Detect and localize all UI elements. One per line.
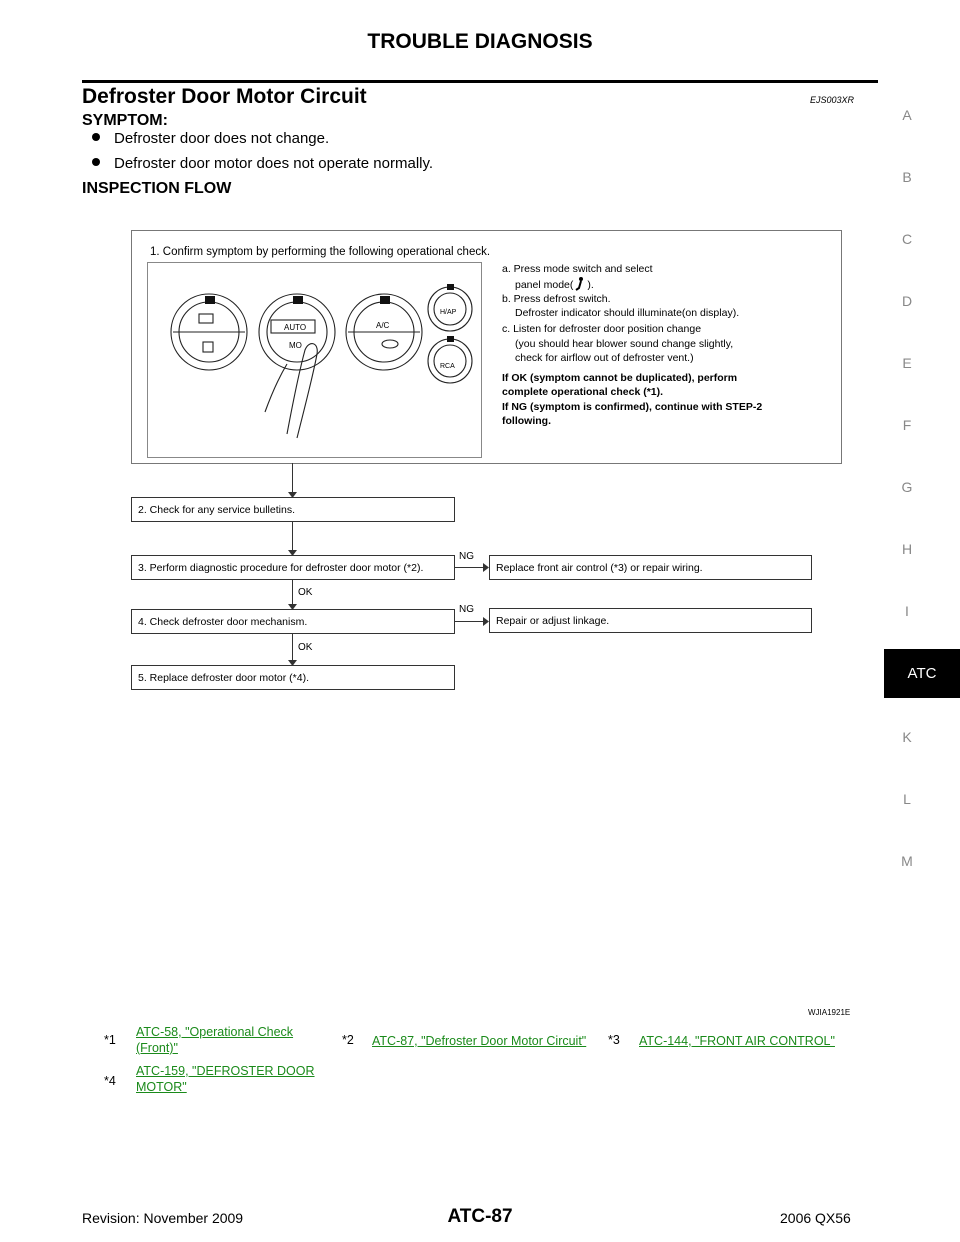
footnote-link[interactable]: ATC-58, "Operational Check (Front)" [136,1025,294,1055]
page-header-title: TROUBLE DIAGNOSIS [367,30,593,53]
step3-box: 3. Perform diagnostic procedure for defroster door motor (*2). [131,555,455,580]
check-a-line1: a. Press mode switch and select [502,263,653,275]
symptom-heading: SYMPTOM: [82,112,168,129]
check-c-line3: check for airflow out of defroster vent.) [515,352,694,364]
step2-box: 2. Check for any service bulletins. [131,497,455,522]
side-index-f[interactable]: F [902,417,912,433]
symptom-item: Defroster door motor does not operate normally. [92,155,433,172]
inspection-heading: INSPECTION FLOW [82,180,232,197]
ng-note-line1: If NG (symptom is confirmed), continue with STEP-2 [502,401,763,413]
bullet-icon [92,133,100,141]
check-c-line1: c. Listen for defroster door position change [502,323,702,335]
symptom-item: Defroster door does not change. [92,130,329,147]
knob-label-auto: AUTO [284,323,307,332]
side-index-h[interactable]: H [901,541,913,557]
side-index-i[interactable]: I [905,603,909,619]
arrow-down-icon [288,492,297,498]
knob-label-hap: H/AP [440,309,457,316]
side-index-m[interactable]: M [901,853,913,869]
step3-ng-box: Replace front air control (*3) or repair wiring. [489,555,812,580]
panel-mode-icon [575,277,585,291]
side-index-l[interactable]: L [903,791,911,807]
side-index-a[interactable]: A [902,107,912,123]
side-index-b[interactable]: B [902,169,912,185]
control-panel-illustration [147,262,480,456]
check-b-line1: b. Press defrost switch. [502,293,611,305]
arrow-right-icon [483,563,489,572]
step4-ng-box: Repair or adjust linkage. [489,608,812,633]
section-ref-code: EJS003XR [810,95,855,105]
figure-id: WJIA1921E [808,1008,851,1017]
check-b-line2: Defroster indicator should illuminate(on display). [515,307,740,319]
ok-label: OK [298,642,313,653]
arrow-down-icon [288,660,297,666]
step1-text: 1. Confirm symptom by performing the following operational check. [150,246,491,258]
knob-label-mode: MO [289,341,302,350]
knob-label-ac: A/C [376,321,390,330]
ok-note-line2: complete operational check (*1). [502,386,664,398]
step5-box: 5. Replace defroster door motor (*4). [131,665,455,690]
footnote-key: *3 [608,1033,620,1047]
footnote-key: *4 [104,1074,116,1088]
arrow-down-icon [288,604,297,610]
footnote-key: *2 [342,1033,354,1047]
section-title: Defroster Door Motor Circuit [82,85,367,108]
knob-label-rca: RCA [440,363,455,370]
footer-model: 2006 QX56 [780,1210,851,1226]
bullet-icon [92,158,100,166]
step4-box: 4. Check defroster door mechanism. [131,609,455,634]
ng-note-line2: following. [502,415,551,427]
arrow-right-icon [483,617,489,626]
side-index-d[interactable]: D [901,293,913,309]
side-index-e[interactable]: E [902,355,912,371]
footer-page-number: ATC-87 [447,1206,513,1227]
side-index-c[interactable]: C [901,231,913,247]
ng-label: NG [459,551,474,562]
footnote-link[interactable]: ATC-144, "FRONT AIR CONTROL" [639,1034,835,1048]
footer-revision: Revision: November 2009 [82,1210,244,1226]
ok-label: OK [298,587,313,598]
check-a-line2: panel mode( ). [515,279,594,291]
footnote-link[interactable]: ATC-87, "Defroster Door Motor Circuit" [372,1034,587,1048]
ng-label: NG [459,604,474,615]
header-rule [82,80,878,83]
side-index-atc-active[interactable]: ATC [884,649,960,698]
footnote-key: *1 [104,1033,116,1047]
side-index-k[interactable]: K [902,729,912,745]
footnote-link[interactable]: ATC-159, "DEFROSTER DOOR MOTOR" [136,1064,315,1094]
arrow-down-icon [288,550,297,556]
side-index-g[interactable]: G [901,479,913,495]
ok-note-line1: If OK (symptom cannot be duplicated), perform [502,372,738,384]
check-c-line2: (you should hear blower sound change slightly, [515,338,734,350]
